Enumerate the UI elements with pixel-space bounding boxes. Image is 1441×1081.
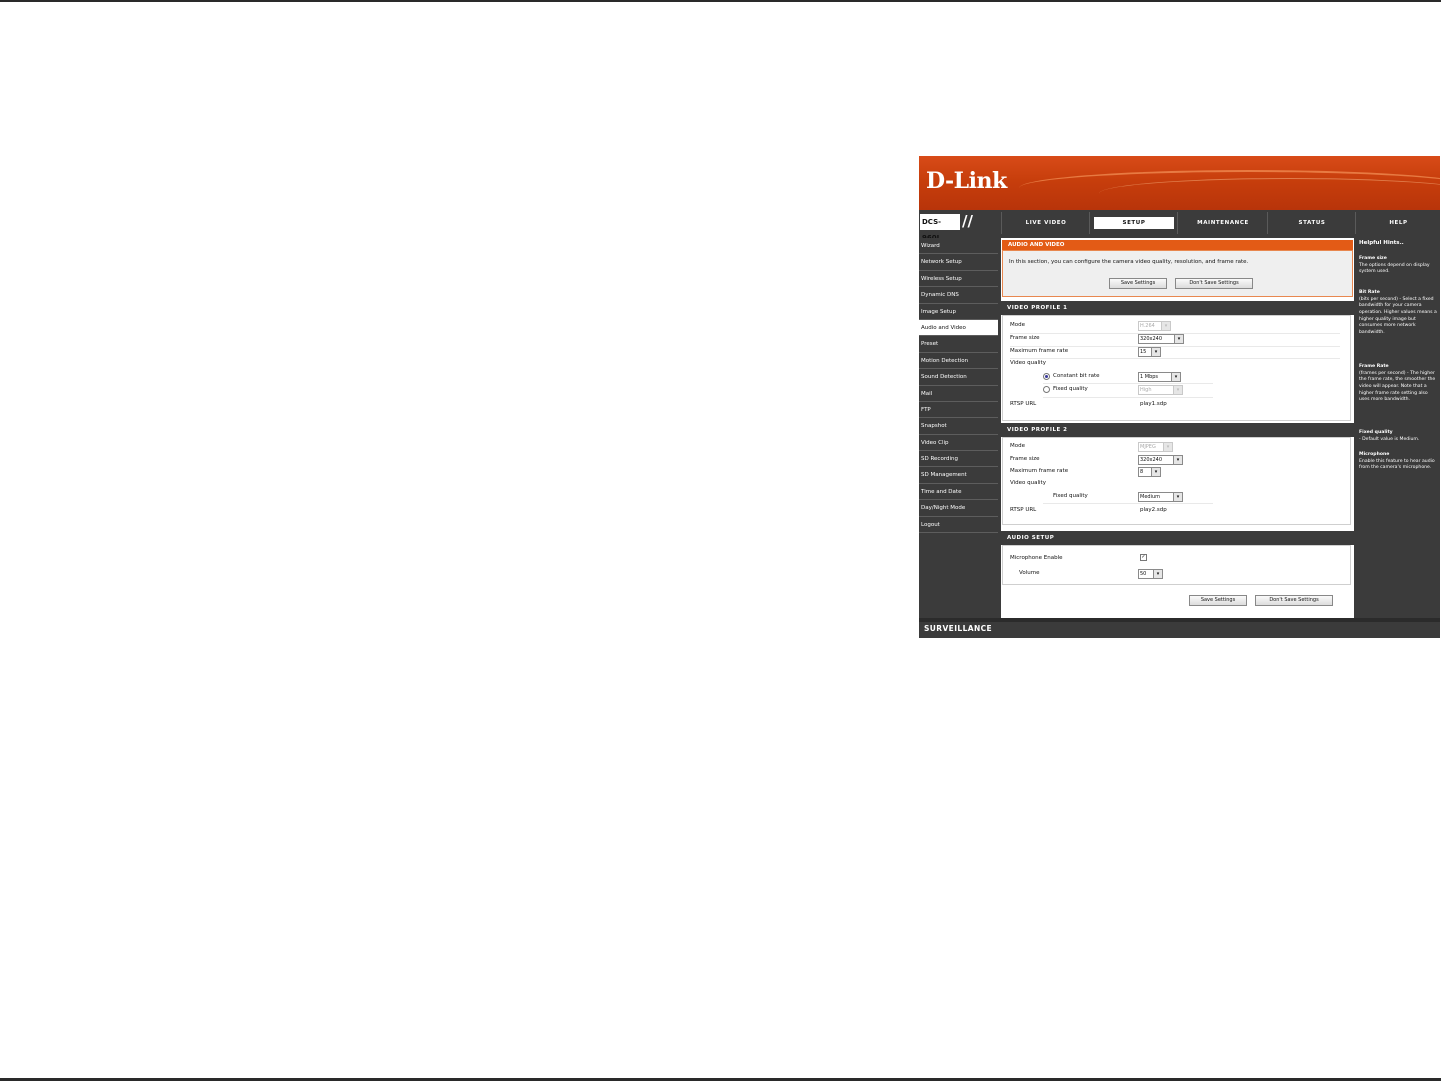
p1-max-frame-rate-label: Maximum frame rate: [1010, 348, 1069, 354]
sidebar-item-ftp[interactable]: FTP: [919, 402, 998, 418]
section-header-audio-setup: AUDIO SETUP: [1001, 531, 1354, 545]
p1-cbr-label: Constant bit rate: [1053, 373, 1100, 379]
tab-label: HELP: [1389, 220, 1408, 226]
p2-video-quality-label: Video quality: [1010, 480, 1046, 486]
footer-surveillance: SURVEILLANCE: [919, 618, 1440, 638]
chevron-down-icon: ▾: [1151, 468, 1160, 476]
tab-status[interactable]: [1267, 212, 1356, 234]
video-profile-2-panel: [1002, 437, 1351, 525]
p2-frame-size-value: 320x240: [1140, 457, 1163, 463]
p1-cbr-radio[interactable]: [1043, 373, 1050, 380]
tab-live-video[interactable]: [1001, 212, 1090, 234]
p1-cbr-select[interactable]: [1138, 372, 1181, 382]
p2-max-frame-rate-select[interactable]: [1138, 467, 1161, 477]
sidebar-item-network-setup[interactable]: Network Setup: [919, 254, 998, 270]
sidebar-item-sd-management[interactable]: SD Management: [919, 467, 998, 483]
chevron-down-icon: ▾: [1173, 493, 1182, 501]
p2-rtsp-url-value: play2.sdp: [1140, 507, 1167, 513]
intro-text: In this section, you can configure the camera video quality, resolution, and frame rate.: [1009, 259, 1249, 265]
volume-label: Volume: [1019, 570, 1040, 576]
tab-help[interactable]: [1355, 212, 1440, 234]
p1-frame-size-select[interactable]: [1138, 334, 1175, 344]
save-settings-button[interactable]: Save Settings: [1109, 278, 1167, 289]
help-fixed-quality: [1359, 430, 1439, 443]
chevron-down-icon: ▾: [1161, 322, 1170, 330]
tab-maintenance[interactable]: [1177, 212, 1268, 234]
p1-mode-select[interactable]: [1138, 321, 1171, 331]
page-title: AUDIO AND VIDEO: [1002, 240, 1353, 250]
tab-label: STATUS: [1298, 220, 1326, 226]
help-text: Enable this feature to hear audio from the camera's microphone.: [1359, 458, 1435, 471]
model-label: DCS-: [920, 214, 960, 230]
audio-setup-panel: [1002, 545, 1351, 585]
intro-panel: [1002, 250, 1353, 297]
tab-label: LIVE VIDEO: [1025, 220, 1067, 226]
help-heading: Fixed quality: [1359, 430, 1393, 435]
sidebar-item-mail[interactable]: Mail: [919, 386, 998, 402]
chevron-down-icon: ▾: [1171, 373, 1180, 381]
banner-swoosh: [1099, 178, 1440, 209]
section-header-video-profile-1: VIDEO PROFILE 1: [1001, 301, 1354, 315]
p2-mode-select[interactable]: [1138, 442, 1173, 452]
chevron-down-icon: ▾: [1163, 443, 1172, 451]
help-text: (frames per second) - The higher the frame rate, the smoother the video will appear. Note that a higher frame rate setting also uses more bandwidth.: [1359, 370, 1436, 403]
row-divider: [1043, 397, 1213, 398]
p1-rtsp-url-label: RTSP URL: [1010, 401, 1037, 407]
p1-fixed-quality-value: High: [1140, 387, 1152, 393]
sidebar-item-day-night-mode[interactable]: Day/Night Mode: [919, 500, 998, 516]
tab-label: MAINTENANCE: [1197, 220, 1249, 226]
help-text: The options depend on display system used.: [1359, 262, 1430, 275]
top-nav: [919, 212, 1440, 234]
volume-select[interactable]: [1138, 569, 1163, 579]
help-frame-size: [1359, 256, 1439, 276]
row-divider: [1010, 346, 1340, 347]
sidebar-item-time-and-date[interactable]: Time and Date: [919, 484, 998, 500]
microphone-enable-label: Microphone Enable: [1010, 555, 1063, 561]
helpful-hints-panel: [1357, 238, 1440, 618]
p1-fixed-quality-label: Fixed quality: [1053, 386, 1088, 392]
p2-fixed-quality-select[interactable]: [1138, 492, 1183, 502]
p1-video-quality-label: Video quality: [1010, 360, 1046, 366]
p2-frame-size-select[interactable]: [1138, 455, 1183, 465]
dont-save-settings-button-bottom[interactable]: Don't Save Settings: [1255, 595, 1333, 606]
p1-fixed-quality-radio[interactable]: [1043, 386, 1050, 393]
help-bit-rate: [1359, 290, 1439, 337]
microphone-enable-checkbox[interactable]: [1140, 554, 1147, 561]
main-content: [1001, 238, 1354, 618]
p2-rtsp-url-label: RTSP URL: [1010, 507, 1037, 513]
help-heading: Frame Rate: [1359, 364, 1389, 369]
volume-value: 50: [1140, 571, 1147, 577]
p1-rtsp-url-value: play1.sdp: [1140, 401, 1167, 407]
p2-mode-label: Mode: [1010, 443, 1025, 449]
section-header-video-profile-2: VIDEO PROFILE 2: [1001, 423, 1354, 437]
help-heading: Frame size: [1359, 256, 1387, 261]
sidebar-item-image-setup[interactable]: Image Setup: [919, 304, 998, 320]
dont-save-settings-button[interactable]: Don't Save Settings: [1175, 278, 1253, 289]
video-profile-1-panel: [1002, 315, 1351, 421]
p1-cbr-value: 1 Mbps: [1140, 374, 1159, 380]
chevron-down-icon: ▾: [1175, 335, 1183, 343]
row-divider: [1043, 503, 1213, 504]
p2-max-frame-rate-label: Maximum frame rate: [1010, 468, 1069, 474]
chevron-down-icon: ▾: [1151, 348, 1160, 356]
p1-max-frame-rate-value: 15: [1140, 349, 1147, 355]
sidebar-item-video-clip[interactable]: Video Clip: [919, 435, 998, 451]
sidebar-item-wizard[interactable]: Wizard: [919, 238, 998, 254]
header-banner: [919, 156, 1440, 210]
sidebar-item-wireless-setup[interactable]: Wireless Setup: [919, 271, 998, 287]
sidebar: [919, 238, 998, 618]
chevron-down-icon: ▾: [1173, 456, 1182, 464]
tab-label: SETUP: [1094, 217, 1174, 229]
save-settings-button-bottom[interactable]: Save Settings: [1189, 595, 1247, 606]
tab-setup[interactable]: [1089, 212, 1178, 234]
sidebar-item-audio-and-video[interactable]: Audio and Video: [919, 320, 998, 336]
help-heading: Microphone: [1359, 452, 1390, 457]
sidebar-item-sd-recording[interactable]: SD Recording: [919, 451, 998, 467]
sidebar-item-snapshot[interactable]: Snapshot: [919, 418, 998, 434]
top-rule: [0, 0, 1441, 2]
sidebar-item-sound-detection[interactable]: Sound Detection: [919, 369, 998, 385]
row-divider: [1010, 358, 1340, 359]
help-heading: Bit Rate: [1359, 290, 1380, 295]
sidebar-item-preset[interactable]: Preset: [919, 336, 998, 352]
sidebar-item-logout[interactable]: Logout: [919, 517, 998, 533]
p2-frame-size-label: Frame size: [1010, 456, 1040, 462]
chevron-down-icon: ▾: [1173, 386, 1182, 394]
p2-max-frame-rate-value: 8: [1140, 469, 1144, 475]
help-text: (bits per second) - Select a fixed bandwidth for your camera operation. Higher values means a higher quality image but consumes more network bandwidth.: [1359, 296, 1437, 335]
help-microphone: [1359, 452, 1439, 472]
p2-fixed-quality-value: Medium: [1140, 494, 1160, 500]
p1-frame-size-value: 320x240: [1140, 336, 1163, 342]
sidebar-item-motion-detection[interactable]: Motion Detection: [919, 353, 998, 369]
p1-mode-label: Mode: [1010, 322, 1025, 328]
help-text: - Default value is Medium.: [1359, 436, 1420, 442]
sidebar-item-dynamic-dns[interactable]: Dynamic DNS: [919, 287, 998, 303]
help-frame-rate: [1359, 364, 1439, 404]
help-title: Helpful Hints..: [1359, 240, 1404, 246]
p1-frame-size-dropdown[interactable]: [1174, 334, 1184, 344]
p2-fixed-quality-label: Fixed quality: [1053, 493, 1088, 499]
dlink-logo: D-Link: [926, 168, 1007, 194]
model-slashes: //: [962, 212, 973, 230]
chevron-down-icon: ▾: [1153, 570, 1162, 578]
checkmark-icon: ✓: [1141, 554, 1146, 560]
row-divider: [1043, 383, 1213, 384]
camera-web-ui-screenshot: [919, 156, 1440, 638]
p1-max-frame-rate-select[interactable]: [1138, 347, 1161, 357]
p1-mode-value: H.264: [1140, 323, 1155, 329]
p2-mode-value: MJPEG: [1140, 444, 1156, 450]
p1-fixed-quality-select[interactable]: [1138, 385, 1183, 395]
p1-frame-size-label: Frame size: [1010, 335, 1040, 341]
